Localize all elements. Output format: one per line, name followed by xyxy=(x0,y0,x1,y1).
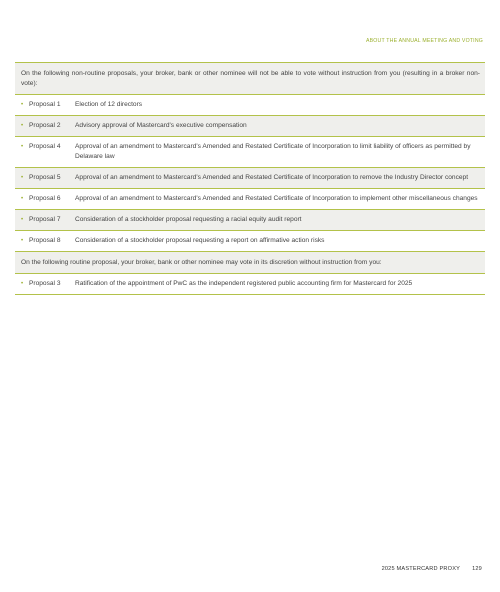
proposal-row xyxy=(15,274,485,295)
proposal-description: Approval of an amendment to Mastercard's Amended and Restated Certificate of Incorporation to implement other miscellaneous changes xyxy=(75,195,478,202)
bullet-icon: • xyxy=(21,238,24,244)
proposal-number: Proposal 6 xyxy=(29,195,61,202)
page-footer xyxy=(382,566,482,572)
proposal-description: Advisory approval of Mastercard's executive compensation xyxy=(75,122,247,129)
proposal-description: Consideration of a stockholder proposal requesting a racial equity audit report xyxy=(75,216,302,223)
proposal-number: Proposal 2 xyxy=(29,122,61,129)
proposal-row xyxy=(15,189,485,210)
proposals-table xyxy=(15,62,485,295)
page-number: 129 xyxy=(472,566,482,572)
routine-intro: On the following routine proposal, your broker, bank or other nominee may vote in its discretion without instruction from you: xyxy=(15,252,485,274)
proposal-description: Election of 12 directors xyxy=(75,101,143,108)
nonroutine-intro: On the following non-routine proposals, your broker, bank or other nominee will not be able to vote without instruction from you (resulting in a broker non-vote): xyxy=(15,63,485,95)
proposal-row xyxy=(15,231,485,252)
bullet-icon: • xyxy=(21,217,24,223)
proposal-row xyxy=(15,95,485,116)
proposal-number: Proposal 4 xyxy=(29,143,61,150)
proposal-number: Proposal 7 xyxy=(29,216,61,223)
bullet-icon: • xyxy=(21,281,24,287)
bullet-icon: • xyxy=(21,102,24,108)
bullet-icon: • xyxy=(21,144,24,150)
proposal-description: Consideration of a stockholder proposal requesting a report on affirmative action risks xyxy=(75,237,325,244)
proposal-row xyxy=(15,137,485,168)
proposal-number: Proposal 3 xyxy=(29,280,61,287)
proposal-description: Approval of an amendment to Mastercard's Amended and Restated Certificate of Incorporation to remove the Industry Director concept xyxy=(75,174,469,181)
bullet-icon: • xyxy=(21,175,24,181)
bullet-icon: • xyxy=(21,196,24,202)
bullet-icon: • xyxy=(21,123,24,129)
proposal-row xyxy=(15,210,485,231)
proposal-number: Proposal 5 xyxy=(29,174,61,181)
proposal-number: Proposal 8 xyxy=(29,237,61,244)
proposal-number: Proposal 1 xyxy=(29,101,61,108)
footer-doc-title: 2025 MASTERCARD PROXY xyxy=(381,566,461,572)
section-header: ABOUT THE ANNUAL MEETING AND VOTING xyxy=(365,38,483,44)
proposal-description: Ratification of the appointment of PwC as the independent registered public accounting firm for Mastercard for 2025 xyxy=(75,280,413,287)
proposal-row xyxy=(15,168,485,189)
proposal-description: Approval of an amendment to Mastercard's Amended and Restated Certificate of Incorporation to limit liability of officers as permitted by Delaware law xyxy=(75,143,471,160)
proposal-row xyxy=(15,116,485,137)
